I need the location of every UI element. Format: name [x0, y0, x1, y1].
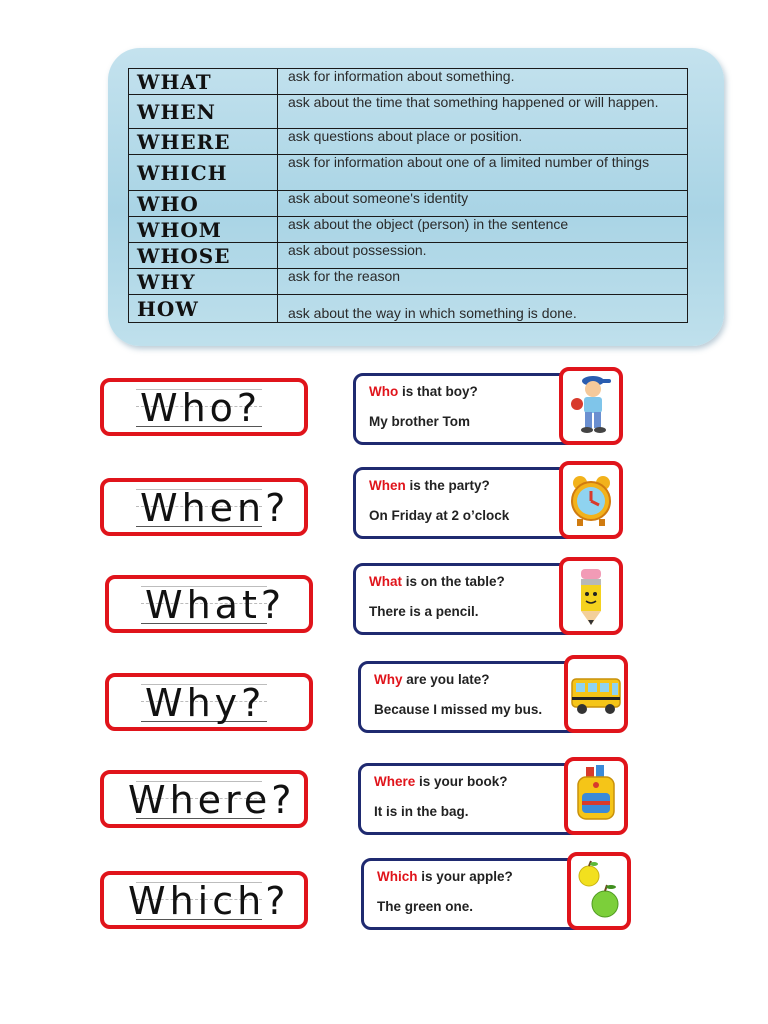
picture-frame: [559, 461, 623, 539]
question-rest: is the party?: [405, 478, 490, 493]
word-card-where: [100, 770, 308, 828]
answer-text: On Friday at 2 o’clock: [369, 508, 510, 523]
wh-word: WHICH: [129, 155, 278, 191]
question-rest: is that boy?: [398, 384, 478, 399]
word-label: What?: [145, 583, 286, 627]
word-card-what: [105, 575, 313, 633]
answer-text: There is a pencil.: [369, 604, 479, 619]
wh-word: HOW: [129, 295, 278, 323]
wh-description: ask questions about place or position.: [278, 129, 688, 155]
question-card-what: [353, 563, 623, 635]
wh-word: WHY: [129, 269, 278, 295]
wh-word: WHOSE: [129, 243, 278, 269]
question-box: [353, 467, 585, 539]
question-rest: is on the table?: [402, 574, 505, 589]
apples-icon: [571, 856, 627, 926]
question-keyword: Who: [369, 384, 399, 399]
table-row: [129, 269, 688, 295]
question-keyword: When: [369, 478, 406, 493]
word-label: Why?: [145, 681, 266, 725]
picture-frame: [559, 557, 623, 635]
backpack-icon: [568, 761, 624, 831]
answer-text: The green one.: [377, 899, 474, 914]
wh-word: WHAT: [129, 69, 278, 95]
wh-words-table: [128, 68, 688, 323]
picture-frame: [559, 367, 623, 445]
question-box: [358, 763, 590, 835]
question-keyword: Where: [374, 774, 416, 789]
picture-frame: [564, 757, 628, 835]
question-card-when: [353, 467, 623, 539]
question-text: [369, 384, 478, 399]
word-label: Where?: [128, 778, 296, 822]
word-card-who: [100, 378, 308, 436]
answer-text: My brother Tom: [369, 414, 470, 429]
question-keyword: What: [369, 574, 402, 589]
wh-description: ask for information about something.: [278, 69, 688, 95]
wh-description: ask about the object (person) in the sentence: [278, 217, 688, 243]
question-rest: is your apple?: [417, 869, 513, 884]
question-text: [369, 574, 505, 589]
school-bus-icon: [568, 659, 624, 729]
table-row: [129, 243, 688, 269]
question-card-which: [361, 858, 631, 930]
question-keyword: Why: [374, 672, 403, 687]
table-row: [129, 155, 688, 191]
question-text: [374, 774, 508, 789]
wh-description: ask for information about one of a limited number of things: [278, 155, 688, 191]
word-card-which: [100, 871, 308, 929]
word-card-when: [100, 478, 308, 536]
boy-icon: [563, 371, 619, 441]
question-box: [353, 563, 585, 635]
table-row: [129, 191, 688, 217]
question-card-where: [358, 763, 628, 835]
question-text: [377, 869, 513, 884]
question-rest: is your book?: [415, 774, 508, 789]
wh-description: ask for the reason: [278, 269, 688, 295]
wh-description: ask about the way in which something is done.: [278, 295, 688, 323]
question-keyword: Which: [377, 869, 418, 884]
question-rest: are you late?: [402, 672, 490, 687]
question-text: [374, 672, 490, 687]
wh-description: ask about someone's identity: [278, 191, 688, 217]
table-row: [129, 129, 688, 155]
wh-word: WHERE: [129, 129, 278, 155]
pencil-icon: [563, 561, 619, 631]
question-text: [369, 478, 490, 493]
table-row: [129, 95, 688, 129]
word-label: Which?: [128, 879, 290, 923]
wh-word: WHEN: [129, 95, 278, 129]
picture-frame: [567, 852, 631, 930]
picture-frame: [564, 655, 628, 733]
table-row: [129, 217, 688, 243]
word-label: Who?: [140, 386, 262, 430]
question-card-why: [358, 661, 628, 733]
table-row: [129, 295, 688, 323]
word-card-why: [105, 673, 313, 731]
question-box: [361, 858, 593, 930]
word-label: When?: [140, 486, 290, 530]
answer-text: It is in the bag.: [374, 804, 469, 819]
question-box: [358, 661, 590, 733]
wh-description: ask about the time that something happened or will happen.: [278, 95, 688, 129]
wh-word: WHOM: [129, 217, 278, 243]
table-row: [129, 69, 688, 95]
wh-word: WHO: [129, 191, 278, 217]
question-card-who: [353, 373, 623, 445]
question-box: [353, 373, 585, 445]
wh-description: ask about possession.: [278, 243, 688, 269]
alarm-clock-icon: [563, 465, 619, 535]
answer-text: Because I missed my bus.: [374, 702, 543, 717]
